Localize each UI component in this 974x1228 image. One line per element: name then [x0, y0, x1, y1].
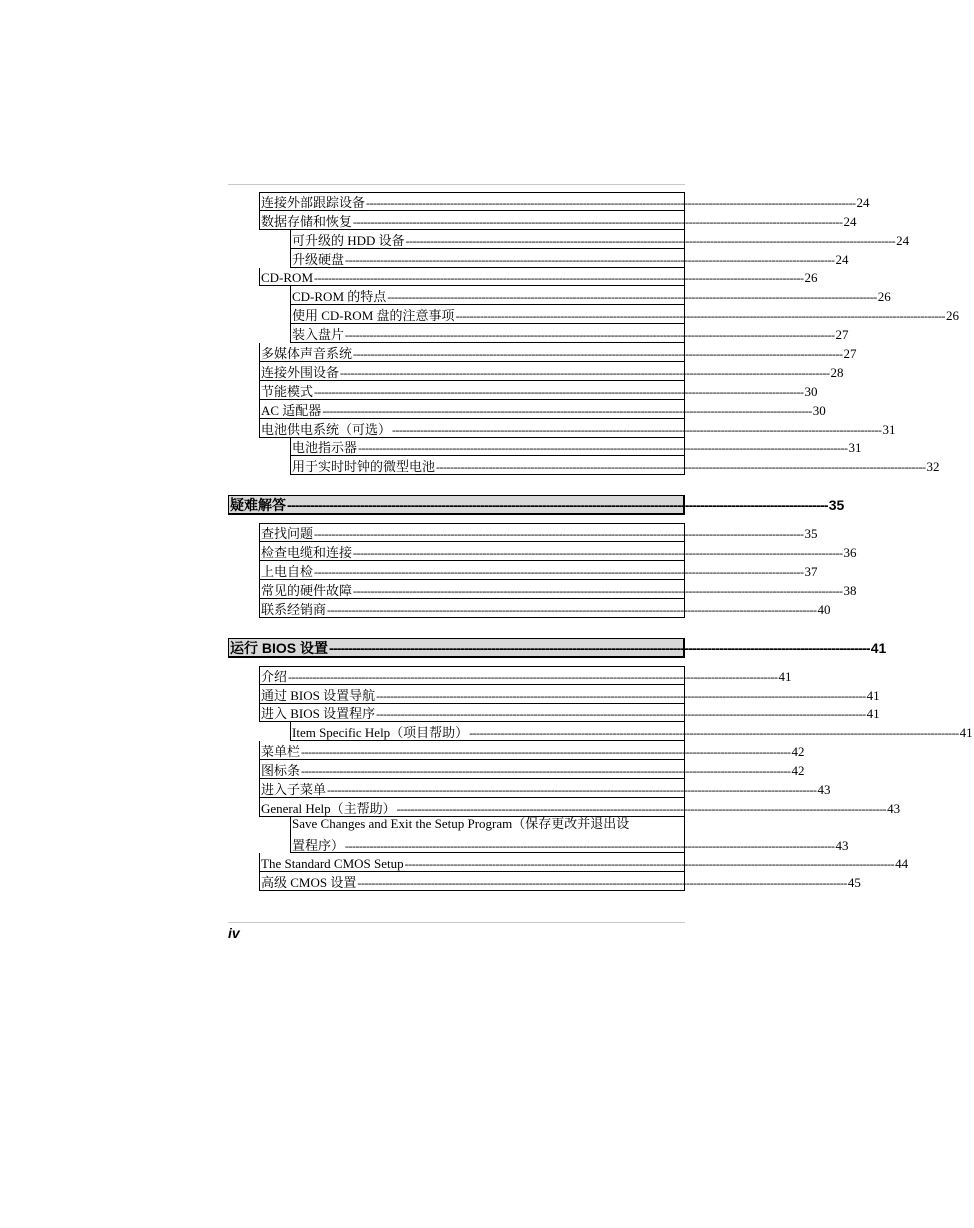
toc-entry-title: 上电自检	[261, 564, 314, 580]
toc-entry-page: 37	[804, 564, 818, 580]
toc-entry[interactable]	[259, 400, 826, 419]
table-of-contents	[228, 192, 973, 891]
toc-entry[interactable]	[259, 419, 896, 438]
leader-dots: --------------------------------------------------------------------------------------------------------------------------------------------	[345, 252, 835, 267]
toc-entry[interactable]	[290, 722, 973, 741]
toc-entry[interactable]	[259, 798, 901, 817]
toc-entry-title: 菜单栏	[261, 744, 301, 760]
toc-entry-page: 26	[945, 308, 959, 324]
leader-dots: --------------------------------------------------------------------------------------------------------------------------------------------	[322, 403, 812, 418]
toc-entry-page: 36	[843, 545, 857, 561]
leader-dots: --------------------------------------------------------------------------------------------------------------------------------------------	[329, 639, 870, 656]
toc-entry[interactable]	[259, 779, 831, 798]
toc-entry-page: 26	[804, 270, 818, 286]
toc-entry-page: 24	[843, 213, 857, 229]
toc-entry-title: 使用 CD-ROM 盘的注意事项	[292, 308, 455, 324]
toc-entry[interactable]	[290, 324, 849, 343]
toc-entry[interactable]	[259, 872, 861, 891]
toc-entry[interactable]	[259, 362, 844, 381]
toc-entry-title: 连接外围设备	[261, 364, 340, 380]
toc-entry-title: 数据存储和恢复	[261, 213, 353, 229]
toc-entry-page: 35	[804, 526, 818, 542]
toc-entry-page: 32	[926, 459, 940, 475]
leader-dots: --------------------------------------------------------------------------------------------------------------------------------------------	[345, 328, 835, 343]
toc-entry-page: 24	[856, 194, 870, 210]
toc-entry-title: 可升级的 HDD 设备	[292, 232, 405, 248]
leader-dots: --------------------------------------------------------------------------------------------------------------------------------------------	[327, 783, 817, 798]
toc-entry-page: 42	[791, 763, 805, 779]
toc-entry[interactable]	[259, 268, 818, 287]
leader-dots: --------------------------------------------------------------------------------------------------------------------------------------------	[327, 602, 817, 617]
toc-entry[interactable]	[290, 249, 849, 268]
toc-entry[interactable]	[259, 853, 909, 872]
toc-entry-title-line1: Save Changes and Exit the Setup Program（保存更改并退出设	[292, 815, 630, 831]
toc-entry-page: 43	[835, 837, 849, 853]
toc-entry[interactable]	[290, 456, 940, 475]
leader-dots: --------------------------------------------------------------------------------------------------------------------------------------------	[392, 422, 882, 437]
toc-entry-title: 高级 CMOS 设置	[261, 874, 357, 890]
toc-section-bios	[228, 666, 973, 891]
toc-entry[interactable]	[259, 192, 870, 211]
leader-dots: --------------------------------------------------------------------------------------------------------------------------------------------	[287, 497, 828, 514]
toc-entry-page: 38	[843, 582, 857, 598]
toc-entry[interactable]	[259, 599, 831, 618]
toc-entry[interactable]	[259, 685, 880, 704]
toc-entry-page: 31	[848, 440, 862, 456]
toc-entry[interactable]	[259, 760, 805, 779]
toc-entry-page: 40	[817, 601, 831, 617]
toc-entry-title-line2: 置程序）	[292, 837, 345, 853]
leader-dots: --------------------------------------------------------------------------------------------------------------------------------------------	[314, 527, 804, 542]
toc-entry-title: 图标条	[261, 763, 301, 779]
toc-entry-page: 43	[887, 800, 901, 816]
leader-dots: --------------------------------------------------------------------------------------------------------------------------------------------	[396, 801, 887, 816]
toc-entry-page: 24	[835, 251, 849, 267]
toc-entry-title: 进入子菜单	[261, 782, 327, 798]
toc-entry-page: 27	[835, 327, 849, 343]
leader-dots: --------------------------------------------------------------------------------------------------------------------------------------------	[340, 365, 830, 380]
leader-dots: --------------------------------------------------------------------------------------------------------------------------------------------	[353, 546, 843, 561]
toc-entry-title: 节能模式	[261, 383, 314, 399]
toc-entry-title: 查找问题	[261, 526, 314, 542]
leader-dots: --------------------------------------------------------------------------------------------------------------------------------------------	[353, 583, 843, 598]
toc-entry-title: 连接外部跟踪设备	[261, 194, 366, 210]
toc-entry-page: 27	[843, 346, 857, 362]
toc-entry-title: 介绍	[261, 668, 288, 684]
leader-dots: --------------------------------------------------------------------------------------------------------------------------------------------	[314, 271, 804, 286]
leader-dots: --------------------------------------------------------------------------------------------------------------------------------------------	[314, 384, 804, 399]
toc-entry-title: CD-ROM 的特点	[292, 289, 387, 305]
toc-entry-title: 电池供电系统（可选）	[261, 421, 392, 437]
leader-dots: --------------------------------------------------------------------------------------------------------------------------------------------	[404, 856, 895, 871]
toc-entry-title: 多媒体声音系统	[261, 346, 353, 362]
toc-entry-title: 装入盘片	[292, 327, 345, 343]
toc-entry-title: 用于实时时钟的微型电池	[292, 459, 436, 475]
leader-dots: --------------------------------------------------------------------------------------------------------------------------------------------	[314, 565, 804, 580]
leader-dots: --------------------------------------------------------------------------------------------------------------------------------------------	[301, 764, 791, 779]
leader-dots: --------------------------------------------------------------------------------------------------------------------------------------------	[301, 745, 791, 760]
toc-entry[interactable]	[259, 381, 818, 400]
toc-entry-page: 41	[866, 706, 880, 722]
leader-dots: --------------------------------------------------------------------------------------------------------------------------------------------	[387, 290, 877, 305]
toc-entry[interactable]	[259, 741, 805, 760]
leader-dots: --------------------------------------------------------------------------------------------------------------------------------------------	[357, 875, 847, 890]
leader-dots: --------------------------------------------------------------------------------------------------------------------------------------------	[469, 726, 959, 741]
toc-entry[interactable]	[290, 305, 959, 324]
toc-entry-page: 41	[866, 687, 880, 703]
leader-dots: --------------------------------------------------------------------------------------------------------------------------------------------	[345, 838, 835, 853]
toc-section-peripherals	[228, 192, 959, 475]
leader-dots: --------------------------------------------------------------------------------------------------------------------------------------------	[353, 214, 843, 229]
leader-dots: --------------------------------------------------------------------------------------------------------------------------------------------	[405, 233, 896, 248]
toc-entry-wrapped[interactable]	[290, 815, 849, 853]
toc-entry-title: AC 适配器	[261, 402, 322, 418]
toc-entry-title: Item Specific Help（项目帮助）	[292, 725, 469, 741]
toc-entry-page: 41	[778, 668, 792, 684]
toc-entry-title: 联系经销商	[261, 601, 327, 617]
chapter-page: 41	[870, 639, 887, 656]
toc-entry[interactable]	[259, 580, 857, 599]
toc-entry-page: 24	[896, 232, 910, 248]
leader-dots: --------------------------------------------------------------------------------------------------------------------------------------------	[366, 195, 856, 210]
leader-dots: --------------------------------------------------------------------------------------------------------------------------------------------	[288, 669, 778, 684]
leader-dots: --------------------------------------------------------------------------------------------------------------------------------------------	[376, 707, 866, 722]
leader-dots: --------------------------------------------------------------------------------------------------------------------------------------------	[358, 441, 848, 456]
toc-section-troubleshooting	[228, 523, 857, 617]
chapter-title: 运行 BIOS 设置	[230, 639, 329, 656]
chapter-title: 疑难解答	[230, 497, 286, 514]
leader-dots: --------------------------------------------------------------------------------------------------------------------------------------------	[376, 688, 866, 703]
leader-dots: --------------------------------------------------------------------------------------------------------------------------------------------	[455, 309, 945, 324]
toc-entry-title: 常见的硬件故障	[261, 582, 353, 598]
toc-entry[interactable]	[259, 666, 792, 685]
toc-entry[interactable]	[259, 211, 857, 230]
chapter-heading-troubleshooting[interactable]	[228, 495, 845, 515]
toc-entry[interactable]	[290, 286, 891, 305]
toc-entry-page: 41	[959, 725, 973, 741]
toc-entry-page: 45	[847, 874, 861, 890]
toc-entry-page: 31	[882, 421, 896, 437]
toc-entry-title: 通过 BIOS 设置导航	[261, 687, 376, 703]
toc-entry-page: 42	[791, 744, 805, 760]
toc-entry-page: 28	[830, 364, 844, 380]
page-number: iv	[228, 925, 240, 941]
toc-entry-title: The Standard CMOS Setup	[261, 855, 404, 871]
toc-entry-title: 电池指示器	[292, 440, 358, 456]
top-rule	[228, 184, 685, 185]
toc-entry-title: General Help（主帮助）	[261, 800, 396, 816]
toc-entry-page: 43	[817, 782, 831, 798]
toc-entry-title: 升级硬盘	[292, 251, 345, 267]
chapter-heading-bios-setup[interactable]	[228, 638, 887, 658]
toc-entry[interactable]	[259, 523, 818, 542]
toc-entry-page: 30	[804, 383, 818, 399]
toc-entry-title: CD-ROM	[261, 270, 314, 286]
toc-entry[interactable]	[259, 542, 857, 561]
toc-entry[interactable]	[259, 561, 818, 580]
toc-entry[interactable]	[290, 230, 910, 249]
toc-entry-page: 44	[895, 855, 909, 871]
leader-dots: --------------------------------------------------------------------------------------------------------------------------------------------	[353, 347, 843, 362]
toc-entry-page: 30	[812, 402, 826, 418]
leader-dots: --------------------------------------------------------------------------------------------------------------------------------------------	[436, 460, 926, 475]
chapter-page: 35	[828, 497, 845, 514]
toc-entry-page: 26	[877, 289, 891, 305]
toc-entry[interactable]	[259, 704, 880, 723]
toc-entry-title: 进入 BIOS 设置程序	[261, 706, 376, 722]
toc-entry-title: 检查电缆和连接	[261, 545, 353, 561]
toc-entry[interactable]	[290, 438, 862, 457]
bottom-rule	[228, 922, 685, 923]
toc-entry[interactable]	[259, 343, 857, 362]
